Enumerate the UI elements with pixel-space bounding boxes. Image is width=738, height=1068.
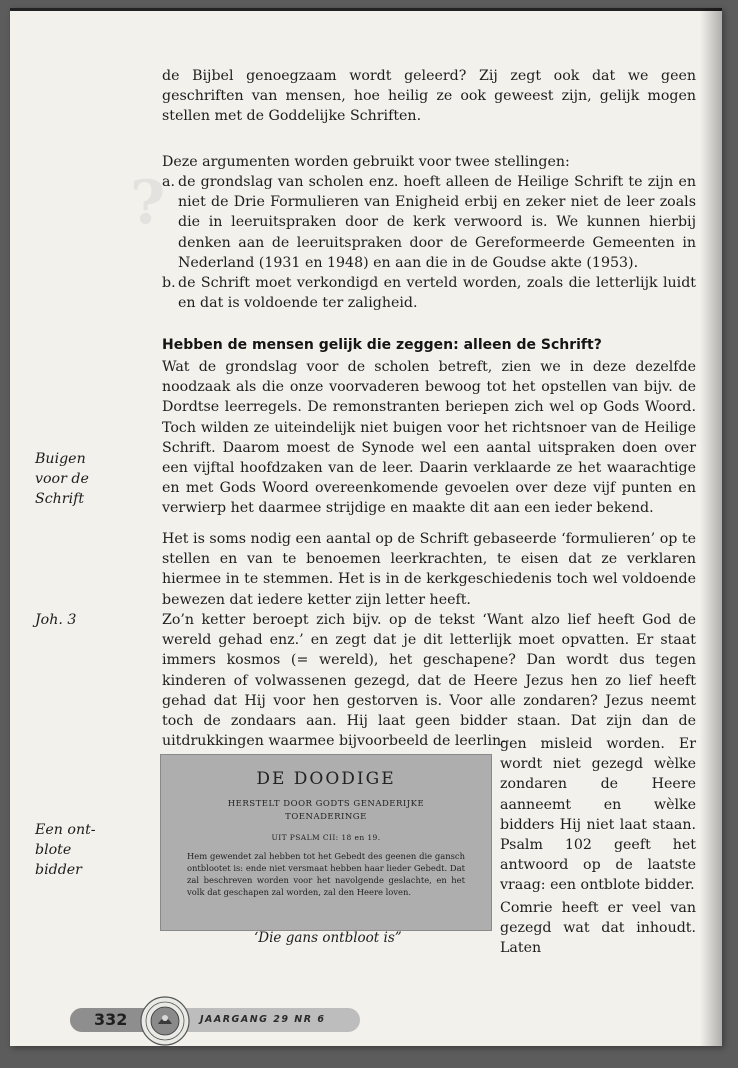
margin-note-line: voor de [35,471,89,488]
magazine-page [10,8,722,1046]
list-item [162,273,696,313]
margin-note-line: Buigen [35,451,86,467]
newspaper-clipping [160,754,492,931]
body-paragraph-3 [162,610,696,751]
closing-text: Comrie heeft er veel van gezegd wat dat inhoudt. Laten [500,899,696,957]
page-number: 332 [94,1010,128,1029]
margin-note-line: blote [35,842,72,859]
narrow-column [500,734,696,958]
args-intro-text: Deze argumenten worden gebruikt voor twee stellingen: [162,154,570,170]
page-shadow [700,8,722,1046]
para2-text: Het is soms nodig een aantal op de Schrift gebaseerde ‘formulieren’ op te stellen en van te benoemen leerkrachten, te eisen dat ze verklaren hiermee in te stemmen. Het is in de kerkgeschiedenis toch wel voldoende bewezen dat iedere ketter zijn letter heeft. [162,531,696,608]
list-text: de Schrift moet verkondigd en verteld worden, zoals die letterlijk luidt en dat is voldoende ter zaligheid. [178,275,696,312]
list-label: b. [162,275,176,292]
seal-icon [140,996,190,1046]
margin-note-line: Een ont- [35,822,96,838]
margin-note-buigen [35,449,89,510]
bleed-through: ? [130,168,166,238]
clipping-subtitle-line: HERSTELT DOOR GODTS GENADERIJKE [227,799,425,809]
clipping-caption: ‘Die gans ontbloot is” [254,930,402,946]
margin-note-ontblote [35,820,96,881]
args-intro [162,152,696,172]
clipping-title: DE DOODIGE [256,769,396,789]
intro-text: de Bijbel genoegzaam wordt geleerd? Zij zegt ook dat we geen geschriften van mensen, hoe heilig ze ook geweest zijn, gelijk mogen stellen met de Goddelijke Schriften. [162,68,696,125]
list-text: de grondslag van scholen enz. hoeft alleen de Heilige Schrift te zijn en niet de Drie Formulieren van Enigheid erbij en zeker niet de leer zoals die in leeruitspraken door de kerk verwoord is. We kunnen hierbij denken aan de leeruitspraken door de Gereformeerde Gemeenten in Nederland (1931 en 1948) en aan die in de Goudse akte (1953). [178,174,696,271]
argument-list [162,172,696,313]
clipping-reference: UIT PSALM CII: 18 en 19. [271,833,381,842]
top-rule [10,8,722,11]
clipping-body: Hem gewendet zal hebben tot het Gebedt des geenen die gansch ontblootet is: ende niet versmaat hebben haar lieder Gebedt. Dat zal beschreven worden voor het navolgende geslachte, en het volk dat geschapen zal worden, zal den Heere loven. [187,851,465,897]
list-label: a. [162,174,175,190]
body-paragraph-1 [162,357,696,519]
para3-text: Zo’n ketter beroept zich bijv. op de tekst ‘Want alzo lief heeft God de wereld gehad enz.’ en zegt dat je dit letterlijk moet opvatten. Er staat immers kosmos (= wereld), het geschapene? Dan wordt dus tegen kinderen of volwassenen gezegd, dat de Heere Jezus hen zo lief heeft gehad dat Hij voor hen gestorven is. Voor alle zondaren? Jezus neemt toch de zondaars aan. Hij laat geen bidder staan. Dat zijn dan de uitdrukkingen waarmee bijvoorbeeld de leerlin- [162,612,696,750]
intro-paragraph [162,66,696,127]
para1-text: Wat de grondslag voor de scholen betreft, zien we in deze dezelfde noodzaak als die onze voorvaderen bewoog tot het opstellen van bijv. de Dordtse leerregels. De remonstranten beriepen zich wel op Gods Woord. Toch wilden ze uiteindelijk niet buigen voor het richtsnoer van de Heilige Schrift. Daarom moest de Synode wel een aantal uitspraken doen over een vijftal hoofdzaken van de leer. Daarin verklaarde ze het waarachtige en met Gods Woord overeenkomende gevoelen over deze vijf punten en verwierp het daarmee strijdige en maakte dit aan een ieder bekend. [162,359,696,517]
clipping-subtitle [161,798,491,824]
margin-note-line: bidder [35,862,82,879]
clipping-subtitle-line: TOENADERINGE [285,812,367,822]
body-paragraph-2 [162,529,696,610]
narrow-text: gen misleid worden. Er wordt niet gezegd wèlke zondaren de Heere aanneemt en wèlke bidders Hij niet laat staan. Psalm 102 geeft het antwoord op de laatste vraag: een ontblote bidder. [500,736,696,894]
margin-note-joh: Joh. 3 [35,612,77,628]
issue-label: JAARGANG 29 NR 6 [200,1014,326,1025]
list-item [162,172,696,273]
margin-note-line: Schrift [35,491,85,508]
section-heading: Hebben de mensen gelijk die zeggen: alleen de Schrift? [162,337,602,353]
